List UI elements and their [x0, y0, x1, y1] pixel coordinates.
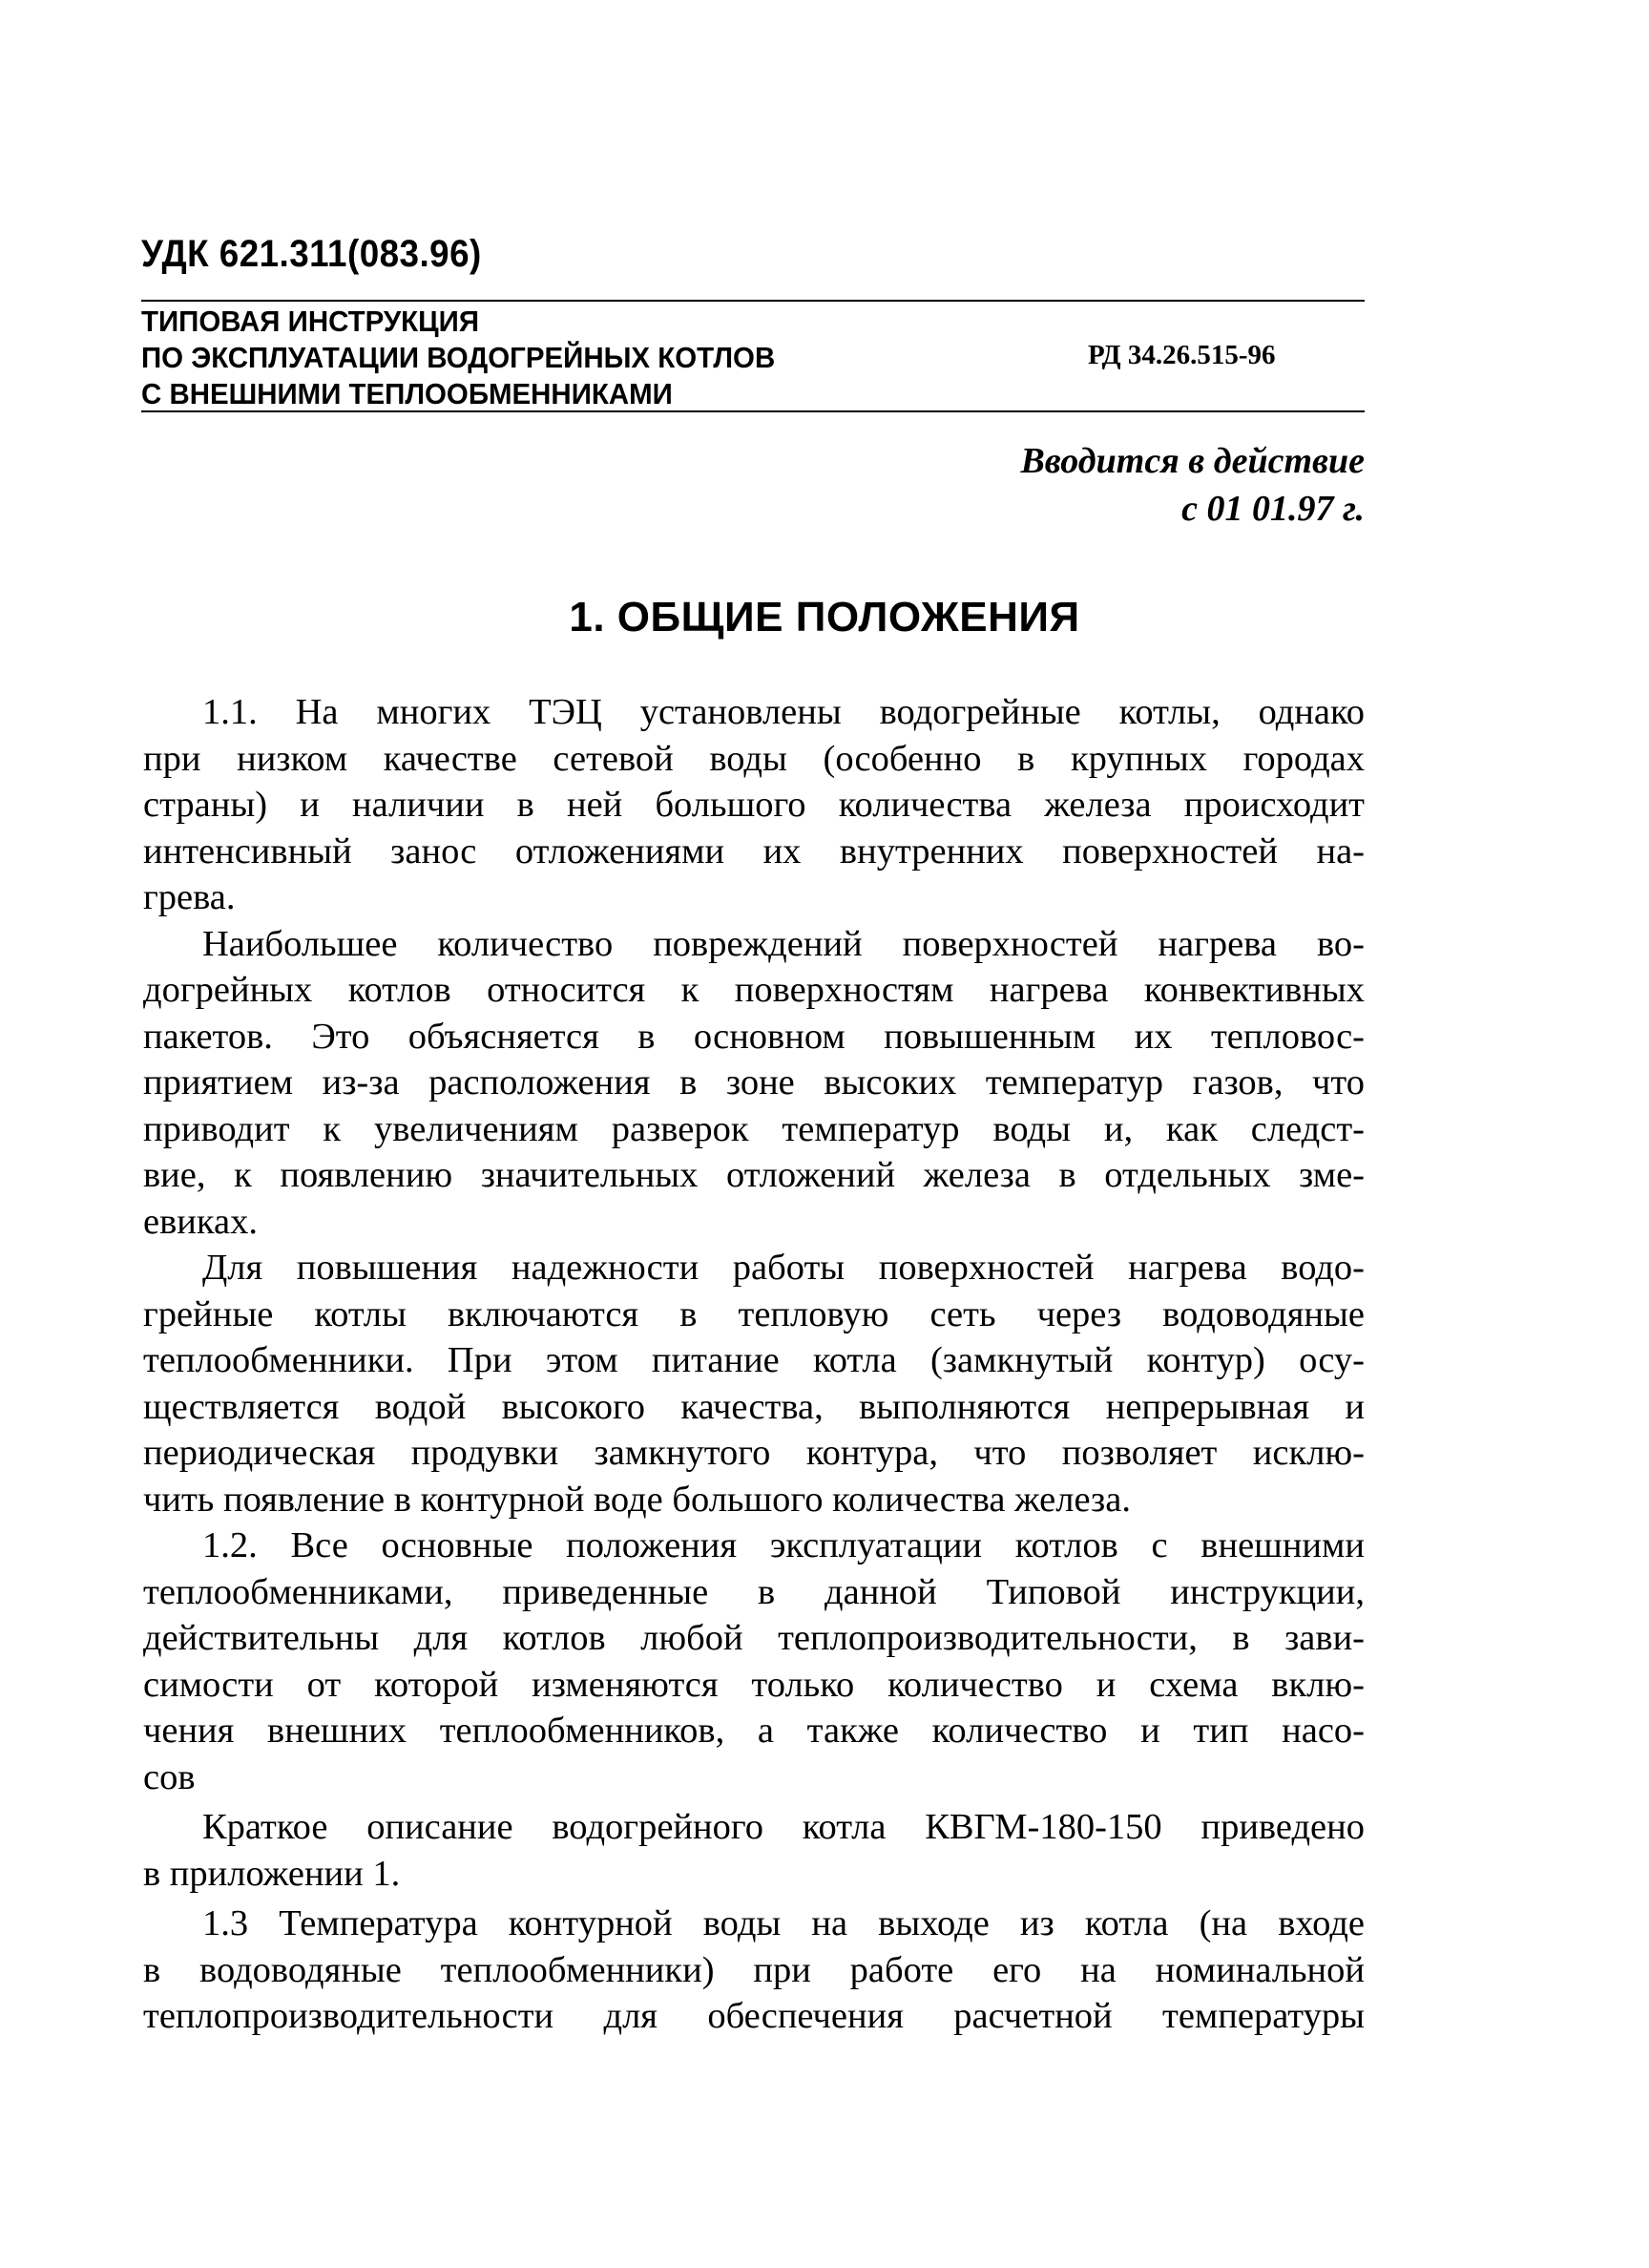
text-line: в водоводяные теплообменники) при работе его на номинальной: [143, 1949, 1365, 1990]
paragraph-1-1: [143, 689, 1365, 921]
paragraph-1-3: [143, 1900, 1365, 2040]
title-line: ТИПОВАЯ ИНСТРУКЦИЯ: [141, 304, 480, 338]
text-line: действительны для котлов любой теплопроизводительности, в зави-: [143, 1618, 1365, 1658]
text-line: при низком качестве сетевой воды (особенно в крупных городах: [143, 738, 1365, 779]
text-line: 1.3 Температура контурной воды на выходе из котла (на входе: [202, 1903, 1365, 1943]
title-top-rule: [141, 300, 1365, 302]
text-line: пакетов. Это объясняется в основном повышенным их тепловос-: [143, 1016, 1365, 1057]
text-line: грева.: [143, 877, 236, 917]
text-line: сов: [143, 1756, 196, 1797]
text-line: страны) и наличии в ней большого количества железа происходит: [143, 785, 1365, 825]
text-line: Для повышения надежности работы поверхностей нагрева водо-: [202, 1248, 1365, 1288]
text-line: грейные котлы включаются в тепловую сеть через водоводяные: [143, 1293, 1365, 1334]
title-line: ПО ЭКСПЛУАТАЦИИ ВОДОГРЕЙНЫХ КОТЛОВ: [141, 341, 776, 374]
body-text: [143, 689, 1365, 2040]
rd-code: РД 34.26.515-96: [1088, 340, 1276, 370]
text-line: 1.1. На многих ТЭЦ установлены водогрейные котлы, однако: [202, 692, 1365, 732]
paragraph-1-2: [143, 1522, 1365, 1800]
text-line: догрейных котлов относится к поверхностям нагрева конвективных: [143, 970, 1365, 1010]
text-line: теплообменники. При этом питание котла (замкнутый контур) осу-: [143, 1340, 1365, 1380]
text-line: ществляется водой высокого качества, выполняются непрерывная и: [143, 1386, 1365, 1427]
section-heading: 1. ОБЩИЕ ПОЛОЖЕНИЯ: [569, 594, 1080, 640]
udk-code: УДК 621.311(083.96): [141, 233, 482, 275]
document-title: [141, 304, 775, 412]
text-line: Наибольшее количество повреждений поверхностей нагрева во-: [202, 923, 1365, 964]
text-line: периодическая продувки замкнутого контура, что позволяет исклю-: [143, 1433, 1365, 1473]
paragraph-damage: [143, 921, 1365, 1246]
text-line: вие, к появлению значительных отложений железа в отдельных зме-: [143, 1155, 1365, 1195]
paragraph-appendix-ref: [143, 1804, 1365, 1897]
text-line: Краткое описание водогрейного котла КВГМ-180-150 приведено: [202, 1807, 1365, 1847]
text-line: приводит к увеличениям разверок температур воды и, как следст-: [143, 1108, 1365, 1149]
text-line: в приложении 1.: [143, 1853, 401, 1894]
effective-date-note: [1020, 437, 1365, 533]
title-line: С ВНЕШНИМИ ТЕПЛООБМЕННИКАМИ: [141, 377, 673, 410]
text-line: 1.2. Все основные положения эксплуатации котлов с внешними: [202, 1525, 1365, 1565]
text-line: евиках.: [143, 1201, 258, 1242]
text-line: теплообменниками, приведенные в данной Типовой инструкции,: [143, 1571, 1365, 1612]
text-line: приятием из-за расположения в зоне высоких температур газов, что: [143, 1062, 1365, 1102]
text-line: чить появление в контурной воде большого количества железа.: [143, 1479, 1131, 1520]
effective-line: с 01 01.97 г.: [1181, 489, 1365, 529]
text-line: интенсивный занос отложениями их внутренних поверхностей на-: [143, 830, 1365, 872]
paragraph-reliability: [143, 1245, 1365, 1522]
text-line: симости от которой изменяются только количество и схема вклю-: [143, 1664, 1365, 1705]
text-line: чения внешних теплообменников, а также количество и тип насо-: [143, 1711, 1365, 1751]
title-bottom-rule: [141, 410, 1365, 412]
text-line: теплопроизводительности для обеспечения расчетной температуры: [143, 1996, 1365, 2036]
effective-line: Вводится в действие: [1020, 441, 1365, 481]
